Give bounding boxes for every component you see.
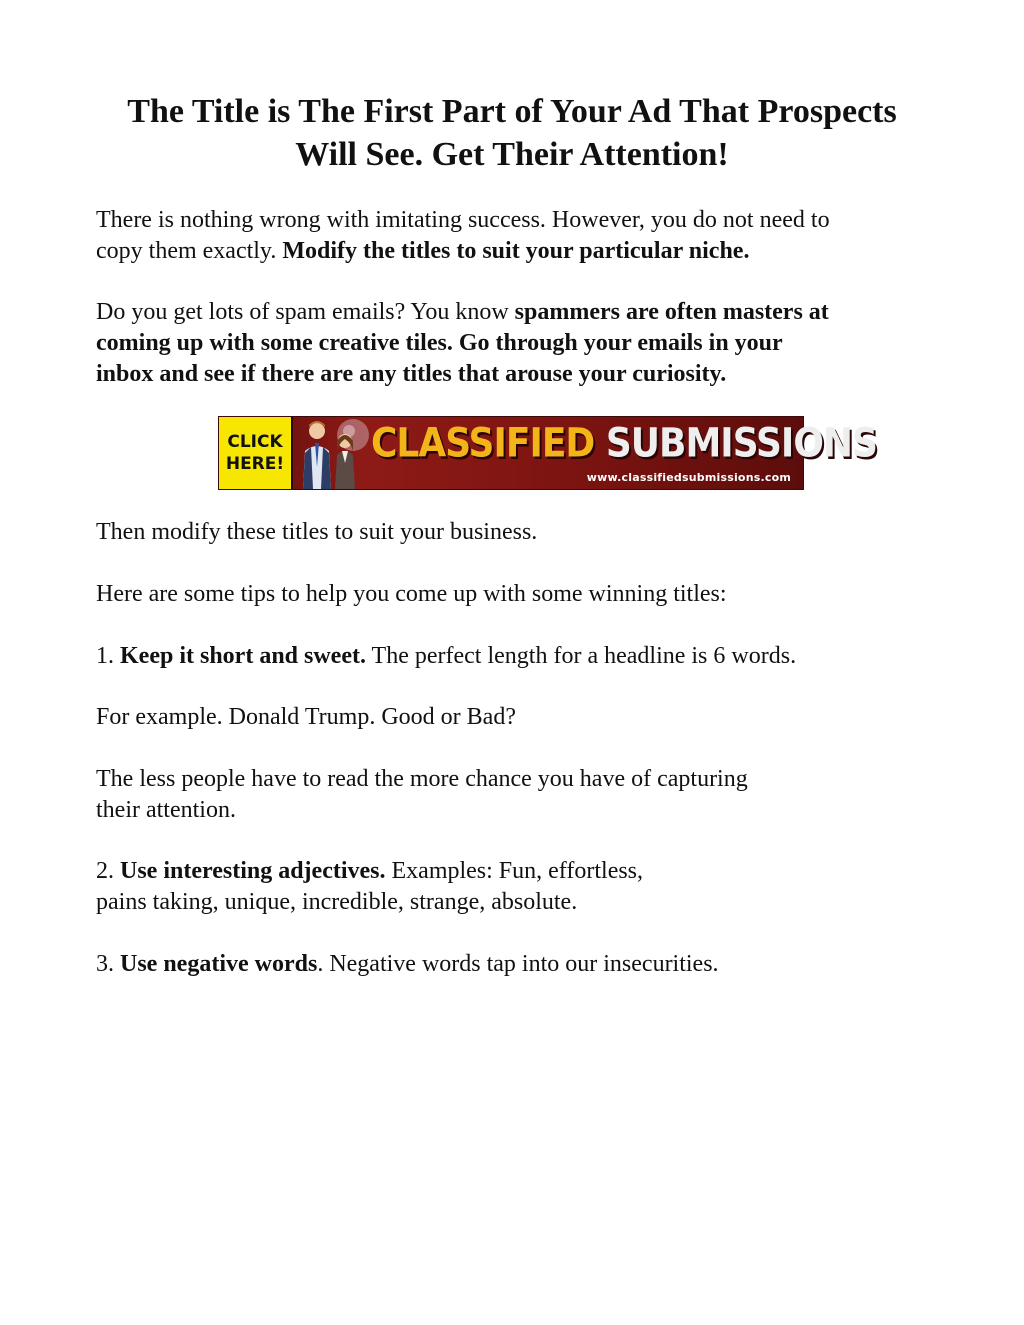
paragraph-text: copy them exactly.: [96, 238, 283, 264]
paragraph-text: Do you get lots of spam emails? You know: [96, 299, 515, 325]
title-line-2: Will See. Get Their Attention!: [295, 136, 729, 173]
paragraph-bold-line: inbox and see if there are any titles that arouse your curiosity.: [96, 361, 727, 387]
tip-1-paragraph: [96, 641, 956, 672]
paragraph-line: The less people have to read the more chance you have of capturing: [96, 766, 748, 792]
paragraph-bold-text: spammers are often masters at: [514, 299, 829, 325]
paragraph-example: [96, 702, 956, 733]
tip-heading: Use negative words: [120, 951, 318, 977]
tip-number: 3.: [96, 951, 120, 977]
paragraph-line: pains taking, unique, incredible, strange, absolute.: [96, 889, 578, 915]
paragraph-line: Here are some tips to help you come up with some winning titles:: [96, 581, 727, 607]
business-people-icon: [293, 417, 379, 489]
tip-heading: Use interesting adjectives.: [120, 858, 386, 884]
paragraph-line: [96, 949, 956, 980]
paragraph-line: For example. Donald Trump. Good or Bad?: [96, 704, 516, 730]
tip-2-paragraph: [96, 856, 956, 918]
page-title: [60, 90, 964, 176]
paragraph-modify-titles: [96, 517, 956, 548]
banner-brand-text: [371, 420, 877, 467]
paragraph-less-people: [96, 764, 956, 826]
classified-submissions-banner[interactable]: [218, 416, 877, 490]
tip-number: 2.: [96, 858, 120, 884]
paragraph-text: . Negative words tap into our insecurities.: [317, 951, 719, 977]
tip-3-paragraph: [96, 949, 956, 980]
paragraph-line: There is nothing wrong with imitating success. However, you do not need to: [96, 207, 830, 233]
click-here-badge[interactable]: [219, 417, 293, 489]
tip-heading: Keep it short and sweet.: [120, 643, 366, 669]
title-line-1: The Title is The First Part of Your Ad That Prospects: [127, 93, 897, 130]
paragraph-bold-line: coming up with some creative tiles. Go through your emails in your: [96, 330, 783, 356]
click-here-line-2: HERE!: [225, 454, 285, 474]
paragraph-imitating-success: [96, 205, 956, 267]
paragraph-bold-text: Modify the titles to suit your particular niche.: [282, 238, 750, 264]
banner-word-classified: CLASSIFIED: [371, 420, 595, 467]
paragraph-line: [96, 856, 956, 887]
paragraph-text: Examples: Fun, effortless,: [385, 858, 644, 884]
paragraph-line: [96, 641, 956, 672]
paragraph-tips-intro: [96, 579, 956, 610]
banner-url-link[interactable]: www.classifiedsubmissions.com: [586, 471, 791, 484]
paragraph-line: their attention.: [96, 797, 236, 823]
paragraph-text: The perfect length for a headline is 6 words.: [365, 643, 797, 669]
banner-word-submissions: SUBMISSIONS: [605, 420, 877, 467]
paragraph-line: Then modify these titles to suit your business.: [96, 519, 538, 545]
paragraph-spam-emails: [96, 297, 956, 390]
paragraph-line: [96, 236, 956, 267]
tip-number: 1.: [96, 643, 120, 669]
click-here-line-1: CLICK: [227, 432, 283, 452]
paragraph-line: [96, 297, 956, 328]
